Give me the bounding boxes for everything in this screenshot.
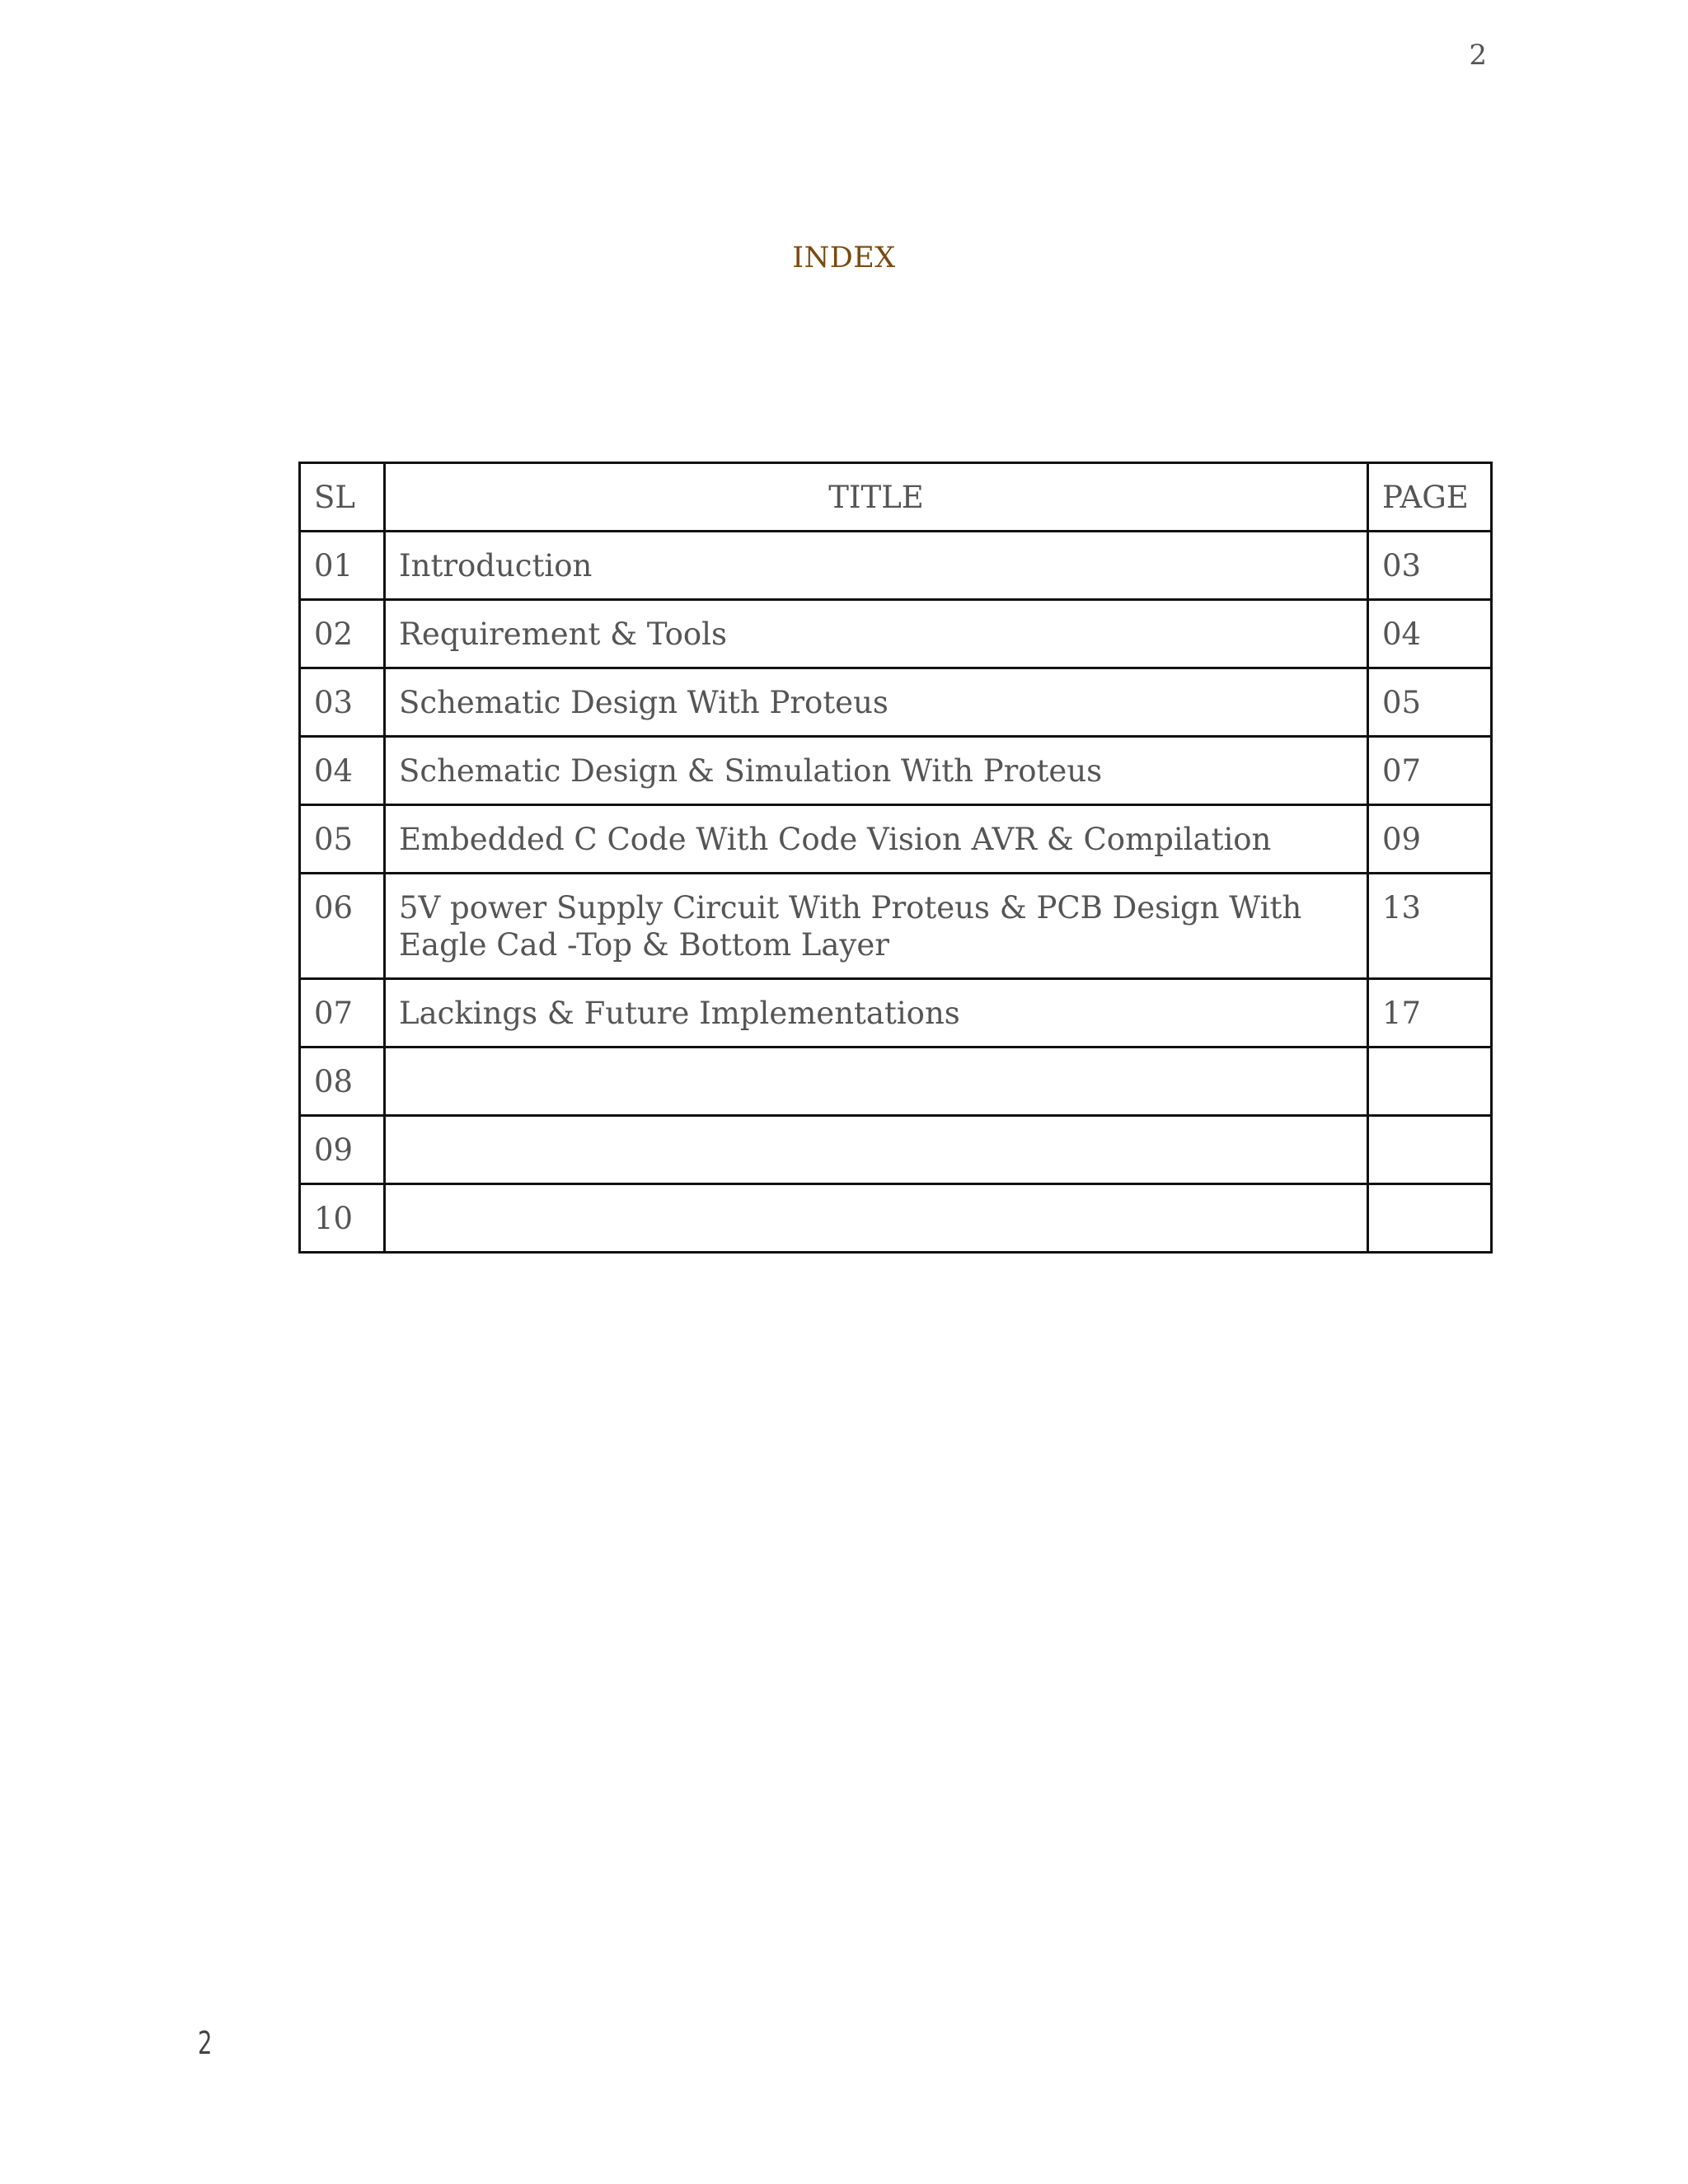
- row-page: 04: [1368, 600, 1492, 668]
- column-header-title: TITLE: [385, 463, 1368, 532]
- table-row: [300, 600, 1492, 668]
- row-title: Schematic Design With Proteus: [385, 668, 1368, 737]
- row-title: [385, 1116, 1368, 1184]
- table-row: [300, 805, 1492, 874]
- table-row: [300, 668, 1492, 737]
- row-title: Introduction: [385, 532, 1368, 600]
- table-row: [300, 979, 1492, 1047]
- row-title: Embedded C Code With Code Vision AVR & Compilation: [385, 805, 1368, 874]
- row-page: [1368, 1047, 1492, 1116]
- row-sl: 09: [300, 1116, 385, 1184]
- row-title: [385, 1047, 1368, 1116]
- row-page: 17: [1368, 979, 1492, 1047]
- row-page: [1368, 1116, 1492, 1184]
- row-sl: 08: [300, 1047, 385, 1116]
- table-row: [300, 1184, 1492, 1253]
- row-title: 5V power Supply Circuit With Proteus & PCB Design With Eagle Cad -Top & Bottom Layer: [385, 874, 1368, 979]
- row-sl: 01: [300, 532, 385, 600]
- row-sl: 10: [300, 1184, 385, 1253]
- page-title: INDEX: [792, 241, 896, 274]
- row-title: Lackings & Future Implementations: [385, 979, 1368, 1047]
- column-header-page: PAGE: [1368, 463, 1492, 532]
- row-page: 07: [1368, 737, 1492, 805]
- table-header-row: [300, 463, 1492, 532]
- row-sl: 07: [300, 979, 385, 1047]
- table-row: [300, 532, 1492, 600]
- row-page: 13: [1368, 874, 1492, 979]
- row-title: Requirement & Tools: [385, 600, 1368, 668]
- row-title: [385, 1184, 1368, 1253]
- row-title: Schematic Design & Simulation With Proteus: [385, 737, 1368, 805]
- row-page: 09: [1368, 805, 1492, 874]
- row-sl: 05: [300, 805, 385, 874]
- row-sl: 02: [300, 600, 385, 668]
- column-header-sl: SL: [300, 463, 385, 532]
- header-page-number: 2: [1469, 39, 1487, 72]
- row-sl: 03: [300, 668, 385, 737]
- row-sl: 04: [300, 737, 385, 805]
- row-page: [1368, 1184, 1492, 1253]
- table-row: [300, 1116, 1492, 1184]
- row-page: 05: [1368, 668, 1492, 737]
- table-row: [300, 1047, 1492, 1116]
- row-sl: 06: [300, 874, 385, 979]
- footer-page-number: 2: [198, 2025, 213, 2061]
- index-table: [298, 462, 1493, 1254]
- table-row: [300, 874, 1492, 979]
- row-page: 03: [1368, 532, 1492, 600]
- table-row: [300, 737, 1492, 805]
